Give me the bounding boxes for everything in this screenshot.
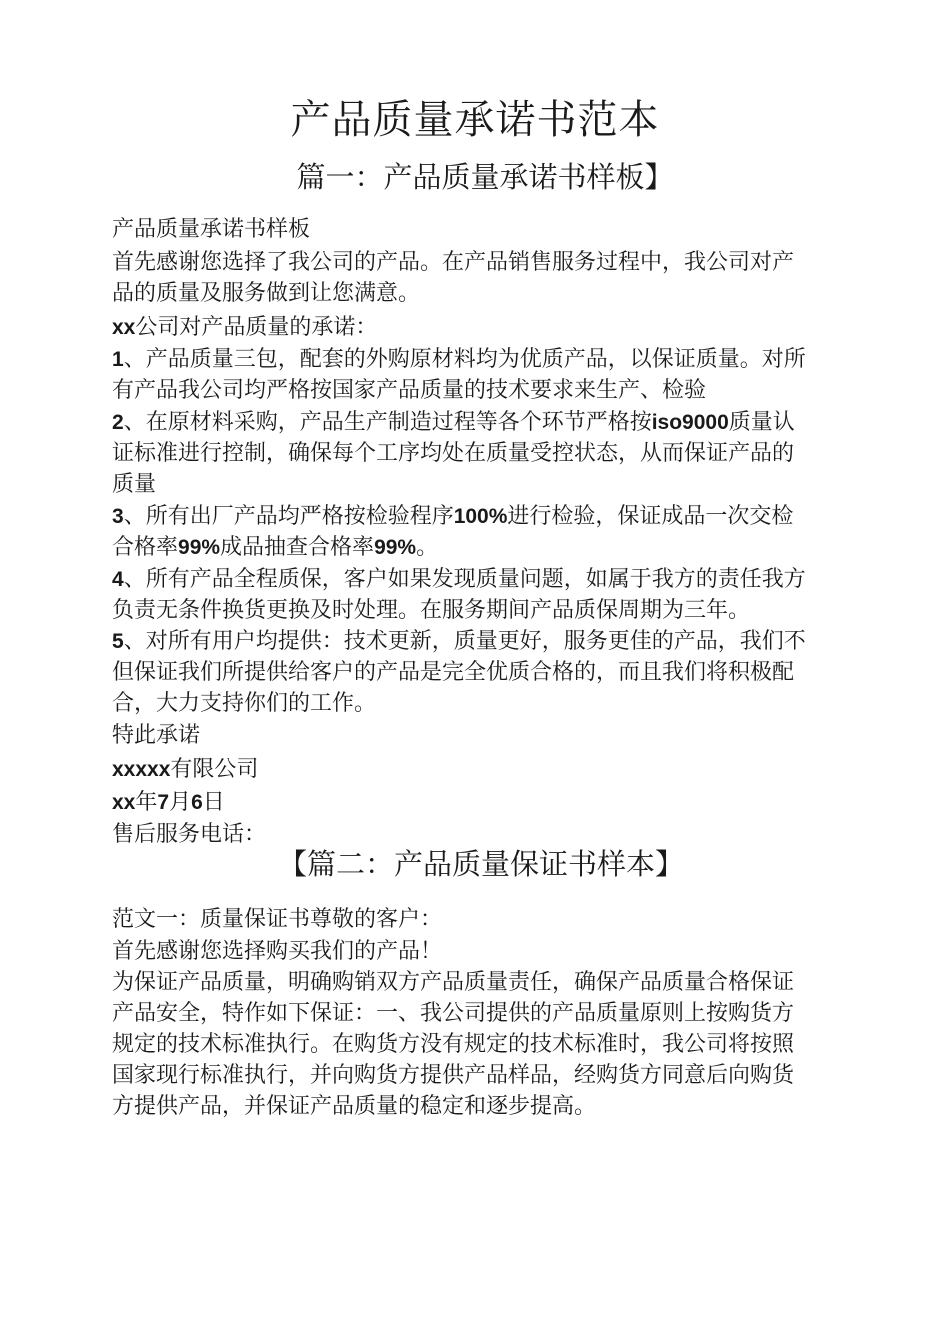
item3-text-2e: 。 <box>416 535 439 560</box>
section2-line-5: 规定的技术标准执行。在购货方没有规定的技术标准时，我公司将按照 <box>112 1032 795 1057</box>
pass-rate-2: 99% <box>374 536 417 559</box>
section2-line-6: 国家现行标准执行，并向购货方提供产品样品，经购货方同意后向购货 <box>112 1063 795 1088</box>
section2-heading: 【篇二：产品质量保证书样本】 <box>277 847 684 881</box>
company-name-suffix: 有限公司 <box>170 757 259 782</box>
section1-heading: 篇一：产品质量承诺书样板】 <box>296 160 674 194</box>
section2-line-1: 范文一：质量保证书尊敬的客户： <box>112 907 443 932</box>
item2-text-1a: 、在原材料采购，产品生产制造过程等各个环节严格按 <box>123 410 652 435</box>
date-month-unit: 月 <box>169 790 192 815</box>
item3-line-1 <box>112 502 793 532</box>
company-name-prefix: xxxxx <box>112 758 171 781</box>
item4-number: 4 <box>112 568 124 591</box>
date-year: xx <box>112 791 136 814</box>
pledge-intro <box>112 313 377 343</box>
date-line <box>112 788 225 818</box>
section2-line-3: 为保证产品质量，明确购销双方产品质量责任，确保产品质量合格保证 <box>112 970 795 995</box>
section1-subtitle: 产品质量承诺书样板 <box>112 217 311 242</box>
item1-number: 1 <box>112 348 124 371</box>
item4-line-1 <box>112 565 806 595</box>
item1-line-1 <box>112 345 806 375</box>
section2-line-2: 首先感谢您选择购买我们的产品！ <box>112 939 443 964</box>
item3-text-2a: 合格率 <box>112 535 179 560</box>
intro-line-2: 品的质量及服务做到让您满意。 <box>112 281 421 306</box>
item5-text-1: 、对所有用户均提供：技术更新，质量更好，服务更佳的产品，我们不 <box>123 629 806 654</box>
company-name <box>112 755 258 785</box>
document-title: 产品质量承诺书范本 <box>290 97 660 143</box>
date-year-unit: 年 <box>135 790 158 815</box>
pledge-intro-text: 公司对产品质量的承诺： <box>135 315 378 340</box>
section2-line-7: 方提供产品，并保证产品质量的稳定和逐步提高。 <box>112 1094 597 1119</box>
closing-text: 特此承诺 <box>112 723 201 748</box>
item3-number: 3 <box>112 505 124 528</box>
item2-number: 2 <box>112 411 124 434</box>
item3-text-2c: 成品抽查合格率 <box>220 535 375 560</box>
date-month: 7 <box>157 791 170 814</box>
item3-text-1c: 进行检验，保证成品一次交检 <box>507 504 794 529</box>
item2-line-1 <box>112 408 795 438</box>
section2-line-4: 产品安全，特作如下保证：一、我公司提供的产品质量原则上按购货方 <box>112 1001 795 1026</box>
item4-line-2: 负责无条件换货更换及时处理。在服务期间产品质保周期为三年。 <box>112 598 751 623</box>
pass-rate-1: 99% <box>178 536 221 559</box>
item5-line-3: 合，大力支持你们的工作。 <box>112 691 377 716</box>
iso-standard: iso9000 <box>651 411 729 434</box>
inspection-percent: 100% <box>453 505 508 528</box>
item3-text-1a: 、所有出厂产品均严格按检验程序 <box>123 504 454 529</box>
item3-line-2 <box>112 533 438 563</box>
service-phone: 售后服务电话： <box>112 822 267 847</box>
item5-line-2: 但保证我们所提供给客户的产品是完全优质合格的，而且我们将积极配 <box>112 660 795 685</box>
item4-text-1: 、所有产品全程质保，客户如果发现质量问题，如属于我方的责任我方 <box>123 567 806 592</box>
date-day-unit: 日 <box>202 790 225 815</box>
item5-line-1 <box>112 627 806 657</box>
intro-line-1: 首先感谢您选择了我公司的产品。在产品销售服务过程中，我公司对产 <box>112 250 795 275</box>
item2-line-2: 证标准进行控制，确保每个工序均处在质量受控状态，从而保证产品的 <box>112 441 795 466</box>
date-day: 6 <box>191 791 203 814</box>
item1-line-2: 有产品我公司均严格按国家产品质量的技术要求来生产、检验 <box>112 378 707 403</box>
item2-line-3: 质量 <box>112 472 157 497</box>
item5-number: 5 <box>112 630 124 653</box>
item1-text-1: 、产品质量三包，配套的外购原材料均为优质产品，以保证质量。对所 <box>123 347 806 372</box>
item2-text-1c: 质量认 <box>728 410 795 435</box>
company-prefix: xx <box>112 316 136 339</box>
